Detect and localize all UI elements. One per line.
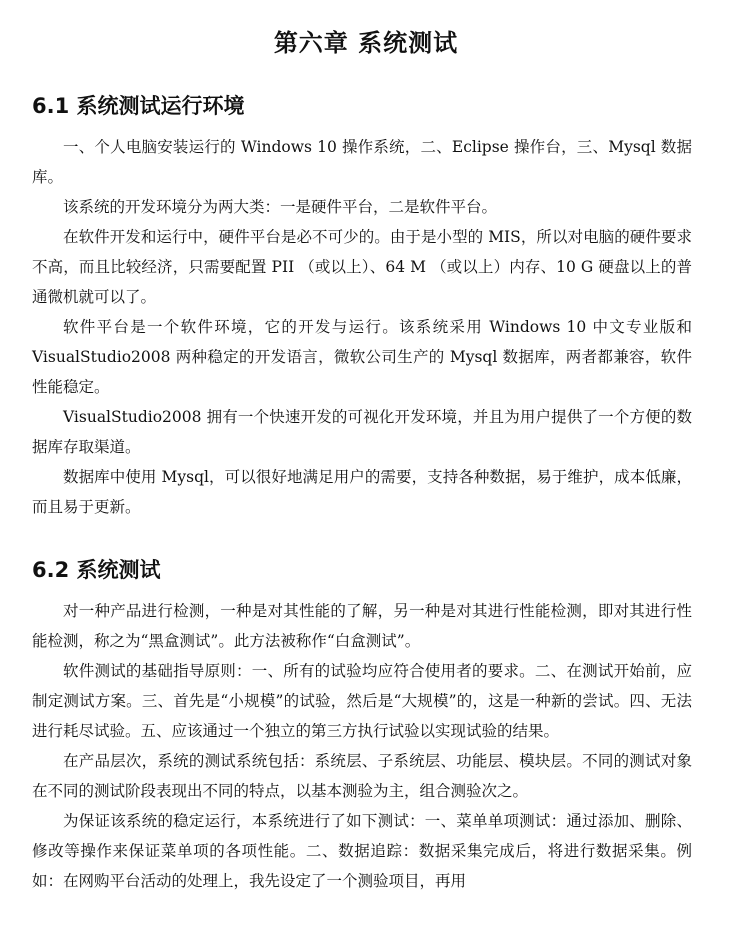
section-6-1-body — [32, 132, 692, 522]
section-heading-6-1: 6.1 系统测试运行环境 — [32, 94, 245, 119]
paragraph: VisualStudio2008 拥有一个快速开发的可视化开发环境，并且为用户提供了一个方便的数据库存取渠道。 — [32, 408, 692, 456]
chapter-title: 第六章 系统测试 — [273, 29, 459, 58]
section-6-2-body — [32, 596, 692, 896]
paragraph: 软件测试的基础指导原则：一、所有的试验均应符合使用者的要求。二、在测试开始前，应制定测试方案。三、首先是“小规模”的试验，然后是“大规模”的，这是一种新的尝试。四、无法进行耗尽试验。五、应该通过一个独立的第三方执行试验以实现试验的结果。 — [32, 662, 692, 740]
paragraph: 在产品层次，系统的测试系统包括：系统层、子系统层、功能层、模块层。不同的测试对象在不同的测试阶段表现出不同的特点，以基本测验为主，组合测验次之。 — [32, 752, 692, 800]
paragraph: 在软件开发和运行中，硬件平台是必不可少的。由于是小型的 MIS，所以对电脑的硬件要求不高，而且比较经济，只需要配置 PII （或以上）、64 M （或以上）内存、10 G 硬盘以上的普通微机就可以了。 — [32, 228, 692, 306]
section-heading-6-2: 6.2 系统测试 — [32, 558, 161, 583]
paragraph: 一、个人电脑安装运行的 Windows 10 操作系统，二、Eclipse 操作台，三、Mysql 数据库。 — [32, 138, 692, 186]
paragraph: 该系统的开发环境分为两大类：一是硬件平台，二是软件平台。 — [63, 198, 498, 216]
paragraph: 数据库中使用 Mysql，可以很好地满足用户的需要，支持各种数据，易于维护，成本低廉，而且易于更新。 — [32, 468, 692, 516]
paragraph: 对一种产品进行检测，一种是对其性能的了解，另一种是对其进行性能检测，即对其进行性能检测，称之为“黑盒测试”。此方法被称作“白盒测试”。 — [32, 602, 692, 650]
paragraph: 为保证该系统的稳定运行，本系统进行了如下测试：一、菜单单项测试：通过添加、删除、修改等操作来保证菜单项的各项性能。二、数据追踪：数据采集完成后，将进行数据采集。例如：在网购平台活动的处理上，我先设定了一个测验项目，再用 — [32, 812, 692, 890]
paragraph: 软件平台是一个软件环境，它的开发与运行。该系统采用 Windows 10 中文专业版和 VisualStudio2008 两种稳定的开发语言，微软公司生产的 Mysql 数据库，两者都兼容，软件性能稳定。 — [32, 318, 692, 396]
